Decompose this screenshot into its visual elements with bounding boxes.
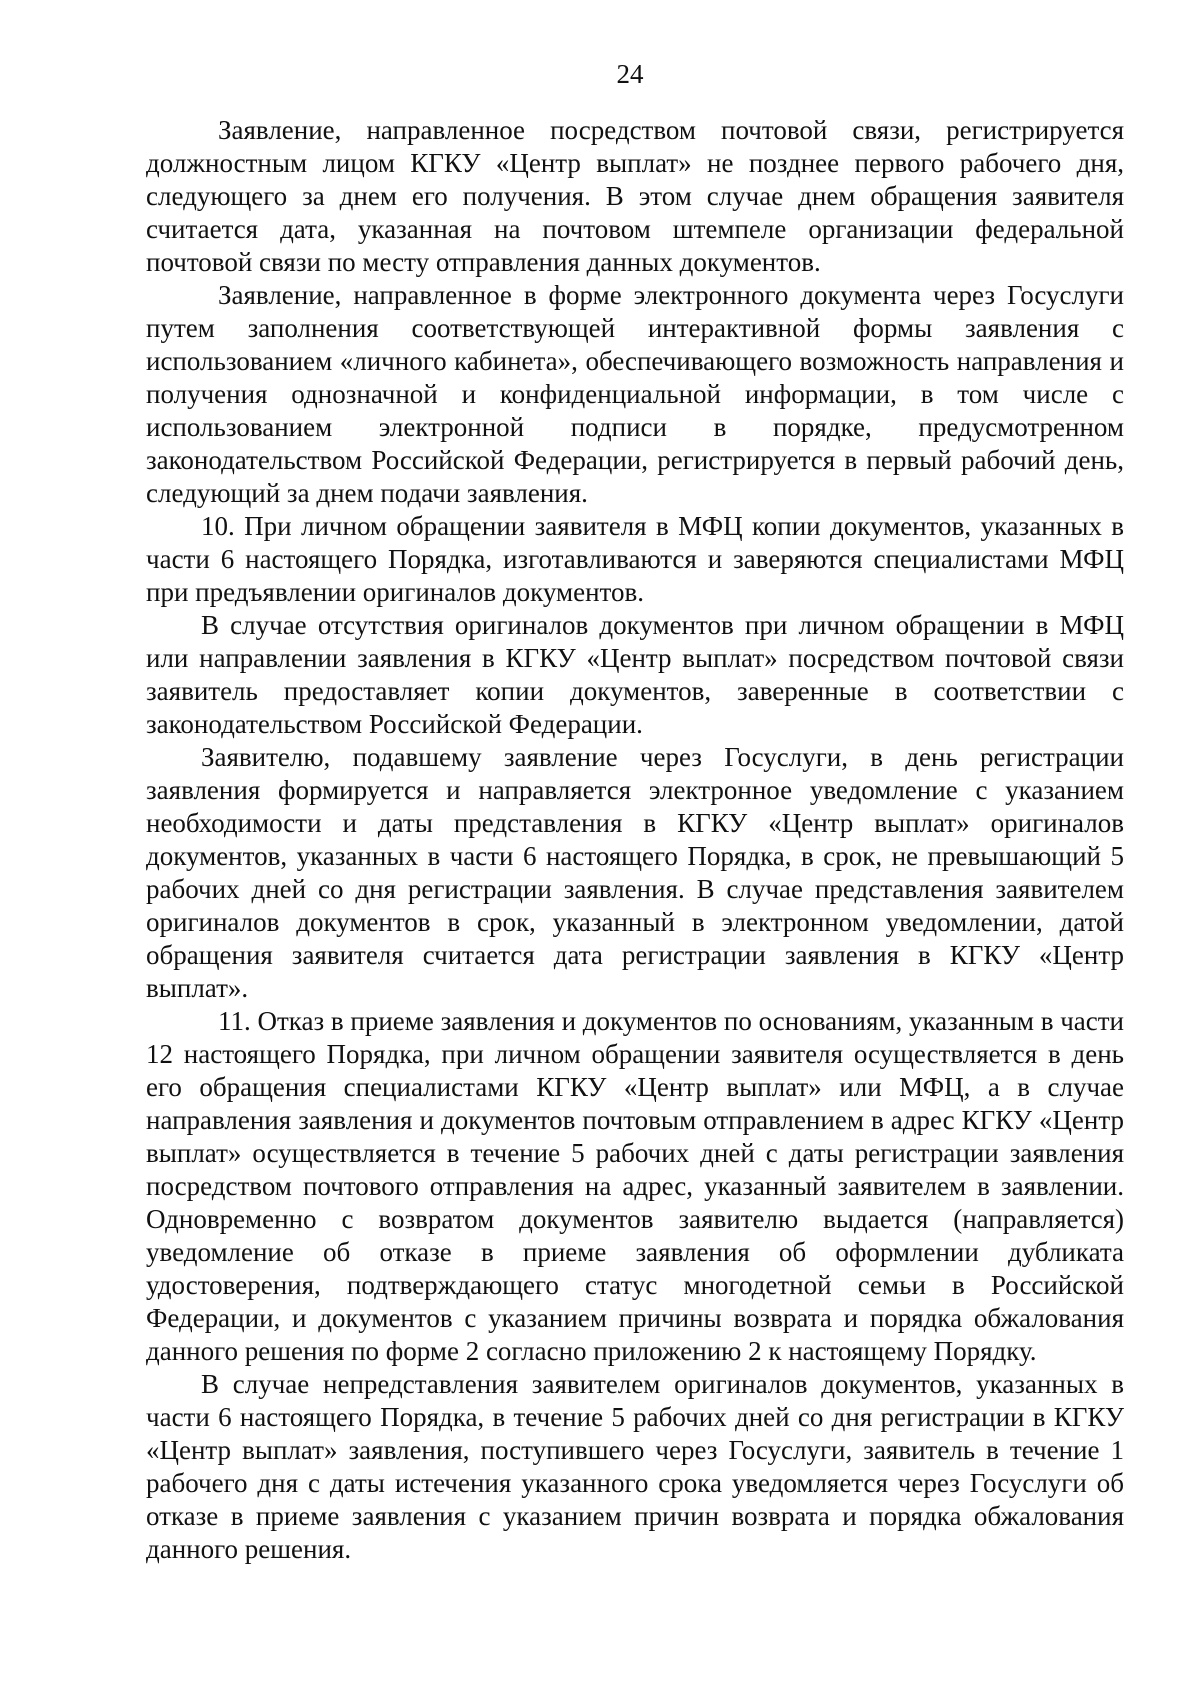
- paragraph-non-submission: В случае непредставления заявителем оригиналов документов, указанных в части 6 настоящего Порядка, в течение 5 рабочих дней со дня регистрации в КГКУ «Центр выплат» заявления, поступившего через Госуслуги, заявитель в течение 1 рабочего дня с даты истечения указанного срока уведомляется через Госуслуги об отказе в приеме заявления с указанием причин возврата и порядка обжалования данного решения.: [146, 1369, 1124, 1564]
- paragraph-missing-originals: В случае отсутствия оригиналов документов при личном обращении в МФЦ или направлении заявления в КГКУ «Центр выплат» посредством почтовой связи заявитель предоставляет копии документов, заверенные в соответствии с законодательством Российской Федерации.: [146, 610, 1124, 739]
- document-body: [146, 114, 1124, 1566]
- paragraph-clause-10: 10. При личном обращении заявителя в МФЦ копии документов, указанных в части 6 настоящего Порядка, изготавливаются и заверяются специалистами МФЦ при предъявлении оригиналов документов.: [146, 511, 1124, 607]
- paragraph-electronic-registration: Заявление, направленное в форме электронного документа через Госуслуги путем заполнения соответствующей интерактивной формы заявления с использованием «личного кабинета», обеспечивающего возможность направления и получения однозначной и конфиденциальной информации, в том числе с использованием электронной подписи в порядке, предусмотренном законодательством Российской Федерации, регистрируется в первый рабочий день, следующий за днем подачи заявления.: [146, 280, 1124, 508]
- paragraph-clause-11: 11. Отказ в приеме заявления и документов по основаниям, указанным в части 12 настоящего Порядка, при личном обращении заявителя осуществляется в день его обращения специалистами КГКУ «Центр выплат» или МФЦ, а в случае направления заявления и документов почтовым отправлением в адрес КГКУ «Центр выплат» осуществляется в течение 5 рабочих дней с даты регистрации заявления посредством почтового отправления на адрес, указанный заявителем в заявлении. Одновременно с возвратом документов заявителю выдается (направляется) уведомление об отказе в приеме заявления об оформлении дубликата удостоверения, подтверждающего статус многодетной семьи в Российской Федерации, и документов с указанием причины возврата и порядка обжалования данного решения по форме 2 согласно приложению 2 к настоящему Порядку.: [146, 1006, 1124, 1366]
- paragraph-gosuslugi-notification: Заявителю, подавшему заявление через Госуслуги, в день регистрации заявления формируется и направляется электронное уведомление с указанием необходимости и даты представления в КГКУ «Центр выплат» оригиналов документов, указанных в части 6 настоящего Порядка, в срок, не превышающий 5 рабочих дней со дня регистрации заявления. В случае представления заявителем оригиналов документов в срок, указанный в электронном уведомлении, датой обращения заявителя считается дата регистрации заявления в КГКУ «Центр выплат».: [146, 742, 1124, 1003]
- paragraph-postal-registration: Заявление, направленное посредством почтовой связи, регистрируется должностным лицом КГКУ «Центр выплат» не позднее первого рабочего дня, следующего за днем его получения. В этом случае днем обращения заявителя считается дата, указанная на почтовом штемпеле организации федеральной почтовой связи по месту отправления данных документов.: [146, 115, 1124, 277]
- page-number: 24: [616, 59, 644, 89]
